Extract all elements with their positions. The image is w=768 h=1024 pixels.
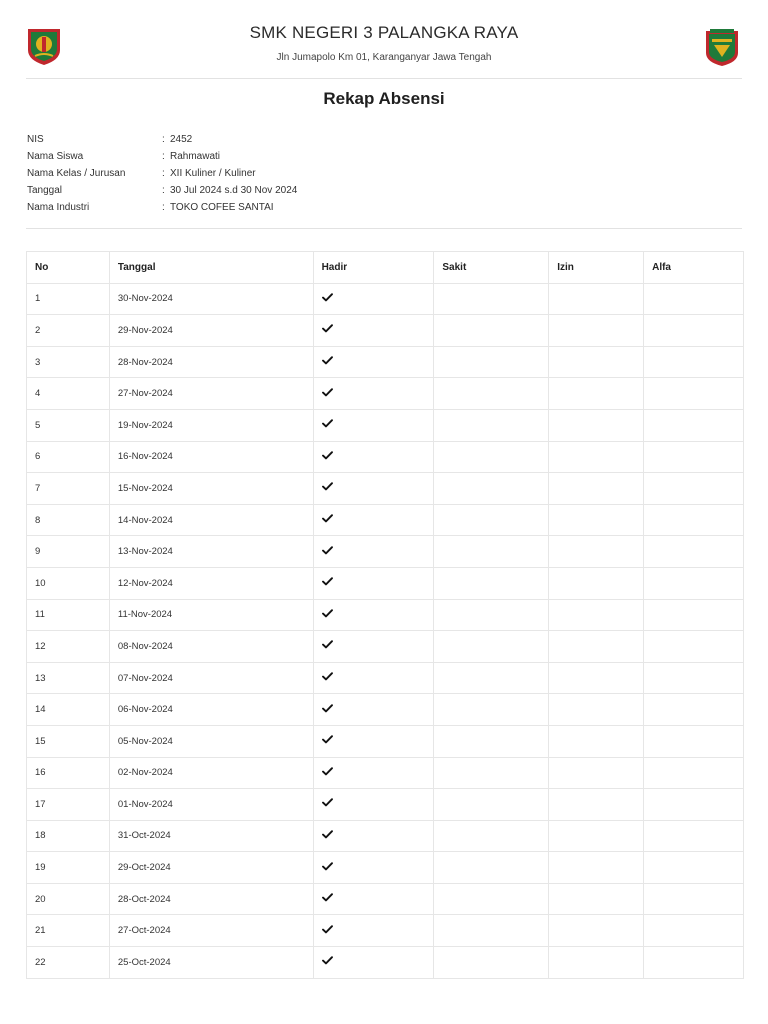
table-row (27, 852, 744, 884)
cell-sakit (434, 378, 549, 410)
cell-alfa (644, 662, 744, 694)
cell-hadir (313, 409, 434, 441)
table-row (27, 378, 744, 410)
cell-izin (549, 883, 644, 915)
cell-hadir (313, 915, 434, 947)
cell-sakit (434, 346, 549, 378)
info-row (26, 199, 742, 216)
info-label: Nama Siswa (27, 151, 84, 162)
cell-alfa (644, 852, 744, 884)
cell-izin (549, 409, 644, 441)
cell-izin (549, 378, 644, 410)
cell-hadir (313, 473, 434, 505)
cell-tanggal: 14-Nov-2024 (109, 504, 313, 536)
check-icon (322, 767, 333, 776)
cell-sakit (434, 567, 549, 599)
page-title: Rekap Absensi (323, 89, 445, 108)
cell-sakit (434, 789, 549, 821)
check-icon (322, 482, 333, 491)
cell-tanggal: 06-Nov-2024 (109, 694, 313, 726)
cell-sakit (434, 947, 549, 979)
cell-hadir (313, 757, 434, 789)
cell-izin (549, 441, 644, 473)
check-icon (322, 704, 333, 713)
check-icon (322, 324, 333, 333)
column-header-sakit: Sakit (434, 252, 549, 284)
cell-tanggal: 01-Nov-2024 (109, 789, 313, 821)
school-address: Jln Jumapolo Km 01, Karanganyar Jawa Tengah (276, 52, 492, 63)
cell-izin (549, 947, 644, 979)
info-label: Nama Kelas / Jurusan (27, 168, 126, 179)
cell-no: 16 (27, 757, 110, 789)
check-icon (322, 293, 333, 302)
cell-tanggal: 28-Oct-2024 (109, 883, 313, 915)
cell-alfa (644, 694, 744, 726)
column-header-izin: Izin (549, 252, 644, 284)
cell-izin (549, 820, 644, 852)
cell-alfa (644, 315, 744, 347)
cell-izin (549, 694, 644, 726)
cell-izin (549, 315, 644, 347)
info-colon: : (162, 168, 165, 179)
check-icon (322, 798, 333, 807)
cell-izin (549, 283, 644, 315)
check-icon (322, 862, 333, 871)
cell-izin (549, 346, 644, 378)
table-row (27, 631, 744, 663)
table-row (27, 915, 744, 947)
table-row (27, 789, 744, 821)
cell-hadir (313, 725, 434, 757)
cell-tanggal: 11-Nov-2024 (109, 599, 313, 631)
cell-sakit (434, 694, 549, 726)
cell-tanggal: 16-Nov-2024 (109, 441, 313, 473)
cell-sakit (434, 504, 549, 536)
student-info (26, 131, 742, 229)
check-icon (322, 735, 333, 744)
cell-izin (549, 915, 644, 947)
cell-no: 10 (27, 567, 110, 599)
cell-sakit (434, 757, 549, 789)
cell-no: 12 (27, 631, 110, 663)
cell-hadir (313, 441, 434, 473)
info-row (26, 182, 742, 199)
cell-no: 21 (27, 915, 110, 947)
cell-izin (549, 725, 644, 757)
table-row (27, 883, 744, 915)
cell-alfa (644, 504, 744, 536)
cell-alfa (644, 947, 744, 979)
info-row (26, 165, 742, 182)
cell-no: 20 (27, 883, 110, 915)
cell-hadir (313, 346, 434, 378)
info-value: 30 Jul 2024 s.d 30 Nov 2024 (170, 185, 298, 196)
info-row (26, 148, 742, 165)
cell-hadir (313, 789, 434, 821)
cell-hadir (313, 662, 434, 694)
cell-no: 2 (27, 315, 110, 347)
cell-hadir (313, 536, 434, 568)
school-name: SMK NEGERI 3 PALANGKA RAYA (249, 23, 519, 42)
table-row (27, 409, 744, 441)
table-row (27, 820, 744, 852)
cell-sakit (434, 915, 549, 947)
cell-izin (549, 631, 644, 663)
cell-izin (549, 536, 644, 568)
cell-izin (549, 852, 644, 884)
cell-hadir (313, 567, 434, 599)
cell-hadir (313, 947, 434, 979)
info-value: Rahmawati (170, 151, 221, 162)
cell-tanggal: 02-Nov-2024 (109, 757, 313, 789)
cell-hadir (313, 315, 434, 347)
cell-tanggal: 29-Oct-2024 (109, 852, 313, 884)
column-header-no: No (27, 252, 110, 284)
cell-alfa (644, 409, 744, 441)
cell-hadir (313, 378, 434, 410)
info-colon: : (162, 151, 165, 162)
column-header-alfa: Alfa (644, 252, 744, 284)
cell-no: 11 (27, 599, 110, 631)
cell-no: 5 (27, 409, 110, 441)
cell-hadir (313, 631, 434, 663)
check-icon (322, 451, 333, 460)
cell-sakit (434, 725, 549, 757)
check-icon (322, 388, 333, 397)
table-row (27, 536, 744, 568)
cell-hadir (313, 504, 434, 536)
cell-no: 9 (27, 536, 110, 568)
cell-izin (549, 504, 644, 536)
table-row (27, 441, 744, 473)
cell-tanggal: 27-Oct-2024 (109, 915, 313, 947)
cell-alfa (644, 378, 744, 410)
cell-sakit (434, 283, 549, 315)
cell-izin (549, 599, 644, 631)
cell-alfa (644, 883, 744, 915)
cell-no: 1 (27, 283, 110, 315)
cell-alfa (644, 820, 744, 852)
cell-alfa (644, 757, 744, 789)
school-header (26, 0, 742, 79)
info-value: 2452 (170, 134, 193, 145)
cell-alfa (644, 346, 744, 378)
table-row (27, 725, 744, 757)
cell-hadir (313, 694, 434, 726)
cell-tanggal: 15-Nov-2024 (109, 473, 313, 505)
cell-alfa (644, 915, 744, 947)
column-header-hadir: Hadir (313, 252, 434, 284)
cell-hadir (313, 820, 434, 852)
cell-sakit (434, 536, 549, 568)
cell-sakit (434, 315, 549, 347)
cell-no: 4 (27, 378, 110, 410)
cell-alfa (644, 631, 744, 663)
table-row (27, 947, 744, 979)
check-icon (322, 893, 333, 902)
info-label: Tanggal (27, 185, 63, 196)
cell-alfa (644, 536, 744, 568)
check-icon (322, 514, 333, 523)
info-value: XII Kuliner / Kuliner (170, 168, 256, 179)
cell-no: 7 (27, 473, 110, 505)
cell-no: 22 (27, 947, 110, 979)
cell-alfa (644, 567, 744, 599)
info-label: NIS (27, 134, 44, 145)
table-row (27, 283, 744, 315)
cell-tanggal: 19-Nov-2024 (109, 409, 313, 441)
column-header-tanggal: Tanggal (109, 252, 313, 284)
cell-alfa (644, 473, 744, 505)
table-row (27, 599, 744, 631)
cell-alfa (644, 283, 744, 315)
check-icon (322, 356, 333, 365)
cell-tanggal: 27-Nov-2024 (109, 378, 313, 410)
check-icon (322, 956, 333, 965)
check-icon (322, 419, 333, 428)
cell-izin (549, 662, 644, 694)
cell-tanggal: 05-Nov-2024 (109, 725, 313, 757)
cell-no: 17 (27, 789, 110, 821)
cell-tanggal: 08-Nov-2024 (109, 631, 313, 663)
cell-izin (549, 567, 644, 599)
cell-sakit (434, 473, 549, 505)
check-icon (322, 640, 333, 649)
cell-alfa (644, 441, 744, 473)
table-row (27, 757, 744, 789)
cell-sakit (434, 631, 549, 663)
info-value: TOKO COFEE SANTAI (170, 202, 274, 213)
cell-sakit (434, 441, 549, 473)
cell-sakit (434, 662, 549, 694)
cell-sakit (434, 852, 549, 884)
cell-alfa (644, 599, 744, 631)
table-row (27, 315, 744, 347)
cell-sakit (434, 883, 549, 915)
cell-izin (549, 789, 644, 821)
check-icon (322, 577, 333, 586)
cell-no: 8 (27, 504, 110, 536)
info-colon: : (162, 202, 165, 213)
cell-hadir (313, 283, 434, 315)
cell-no: 15 (27, 725, 110, 757)
check-icon (322, 546, 333, 555)
cell-tanggal: 25-Oct-2024 (109, 947, 313, 979)
check-icon (322, 672, 333, 681)
cell-hadir (313, 599, 434, 631)
cell-no: 13 (27, 662, 110, 694)
attendance-table (26, 251, 744, 979)
cell-no: 19 (27, 852, 110, 884)
cell-tanggal: 07-Nov-2024 (109, 662, 313, 694)
cell-sakit (434, 820, 549, 852)
cell-tanggal: 30-Nov-2024 (109, 283, 313, 315)
info-label: Nama Industri (27, 202, 90, 213)
cell-tanggal: 29-Nov-2024 (109, 315, 313, 347)
cell-sakit (434, 599, 549, 631)
cell-sakit (434, 409, 549, 441)
cell-izin (549, 757, 644, 789)
cell-hadir (313, 852, 434, 884)
cell-alfa (644, 789, 744, 821)
table-row (27, 504, 744, 536)
table-row (27, 473, 744, 505)
table-row (27, 346, 744, 378)
cell-tanggal: 12-Nov-2024 (109, 567, 313, 599)
table-row (27, 662, 744, 694)
table-row (27, 694, 744, 726)
check-icon (322, 830, 333, 839)
cell-no: 14 (27, 694, 110, 726)
cell-hadir (313, 883, 434, 915)
school-emblem-icon (704, 27, 740, 67)
table-row (27, 567, 744, 599)
cell-tanggal: 13-Nov-2024 (109, 536, 313, 568)
table-header-row (27, 252, 744, 284)
cell-alfa (644, 725, 744, 757)
check-icon (322, 609, 333, 618)
check-icon (322, 925, 333, 934)
cell-tanggal: 28-Nov-2024 (109, 346, 313, 378)
cell-no: 3 (27, 346, 110, 378)
info-row (26, 131, 742, 148)
cell-izin (549, 473, 644, 505)
info-colon: : (162, 134, 165, 145)
cell-no: 6 (27, 441, 110, 473)
cell-no: 18 (27, 820, 110, 852)
info-colon: : (162, 185, 165, 196)
cell-tanggal: 31-Oct-2024 (109, 820, 313, 852)
